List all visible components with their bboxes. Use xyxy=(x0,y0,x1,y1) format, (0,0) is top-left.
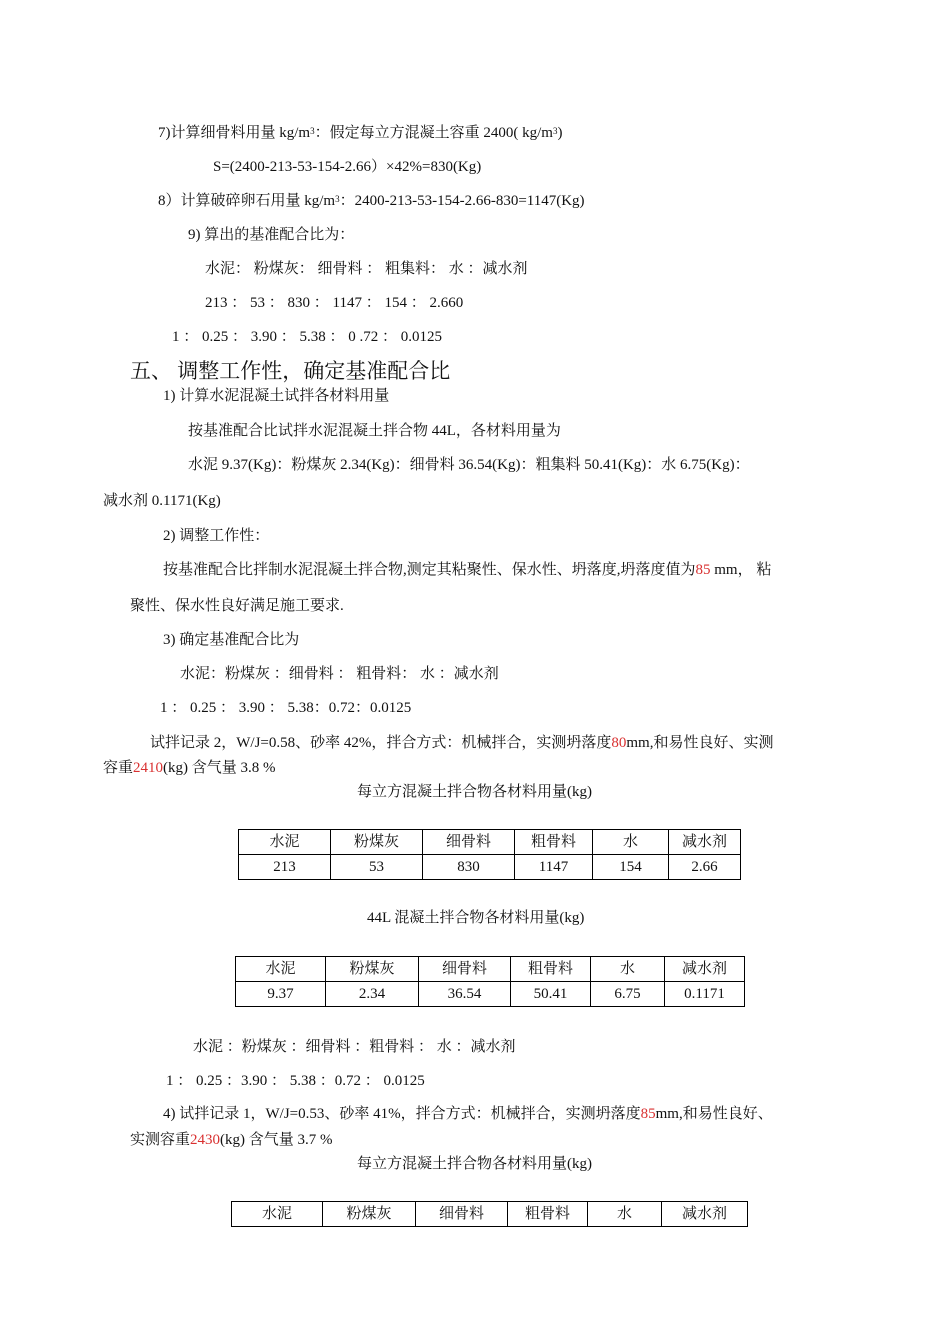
sub2-text-b: mm， 粘 xyxy=(710,562,772,578)
ratio-values-1: 213 ： 53 ： 830 ： 1147 ： 154 ： 2.660 xyxy=(205,295,464,311)
table2-header-cell: 水 xyxy=(591,957,665,982)
trial2-slump-value: 80 xyxy=(611,735,627,751)
trial2-line-1 xyxy=(150,733,773,753)
sub1-title: 1) 计算水泥混凝土试拌各材料用量 xyxy=(163,388,390,404)
sub2-text xyxy=(163,560,771,580)
table2-value-cell: 0.1171 xyxy=(665,982,745,1007)
sub2-slump-value: 85 xyxy=(695,562,711,578)
trial1-text-b: mm,和易性良好、 xyxy=(655,1106,773,1122)
table3-header-cell: 减水剂 xyxy=(662,1202,748,1227)
table3-header-cell: 粗骨料 xyxy=(508,1202,588,1227)
table1-header-cell: 细骨料 xyxy=(423,830,515,855)
table1-header-cell: 粗骨料 xyxy=(515,830,593,855)
table2-value-cell: 9.37 xyxy=(236,982,326,1007)
sub1-text: 按基准配合比试拌水泥混凝土拌合物 44L，各材料用量为 xyxy=(188,423,561,439)
step7-rest: ：假定每立方混凝土容重 2400( kg/m xyxy=(314,125,553,141)
step8-line xyxy=(158,191,585,211)
trial1-line-2 xyxy=(130,1130,333,1150)
table2-caption: 44L 混凝土拌合物各材料用量(kg) xyxy=(367,910,585,926)
trial1-density-value: 2430 xyxy=(190,1132,221,1148)
trial1-text-a: 4) 试拌记录 1，W/J=0.53、砂率 41%，拌合方式：机械拌合，实测坍落度 xyxy=(163,1106,641,1122)
ratio-header-2: 水泥：粉煤灰 ：细骨料 ： 粗骨料： 水 ：减水剂 xyxy=(180,666,499,682)
table1-header-cell: 水 xyxy=(593,830,669,855)
step7-line xyxy=(158,123,562,143)
table1-header-cell: 水泥 xyxy=(239,830,331,855)
section5-title: 五、 调整工作性，确定基准配合比 xyxy=(130,359,451,383)
trial2-text-a: 试拌记录 2，W/J=0.58、砂率 42%，拌合方式：机械拌合，实测坍落度 xyxy=(150,735,612,751)
table3-header-row xyxy=(232,1202,748,1227)
table1-value-row xyxy=(239,855,741,880)
table3 xyxy=(231,1201,748,1227)
table2-header-cell: 粗骨料 xyxy=(511,957,591,982)
sub3-title: 3) 确定基准配合比为 xyxy=(163,632,300,648)
table1-header-cell: 减水剂 xyxy=(669,830,741,855)
table2-value-cell: 50.41 xyxy=(511,982,591,1007)
trial1-text-c: 实测容重 xyxy=(130,1132,191,1148)
table1-header-cell: 粉煤灰 xyxy=(331,830,423,855)
step7-sup2: 3 xyxy=(552,126,558,136)
table1-value-cell: 53 xyxy=(331,855,423,880)
table1-value-cell: 1147 xyxy=(515,855,593,880)
ratio-header-3: 水泥 ：粉煤灰 ：细骨料 ：粗骨料 ： 水 ：减水剂 xyxy=(193,1039,516,1055)
step8-label: 8）计算破碎卵石用量 kg/m xyxy=(158,193,336,209)
table2-value-row xyxy=(236,982,745,1007)
sub2-text-a: 按基准配合比拌制水泥混凝土拌合物,测定其粘聚性、保水性、坍落度,坍落度值为 xyxy=(163,562,696,578)
table2-value-cell: 36.54 xyxy=(419,982,511,1007)
sub2-title: 2) 调整工作性： xyxy=(163,528,270,544)
step7-formula: S=(2400-213-53-154-2.66）×42%=830(Kg) xyxy=(213,159,482,175)
table3-header-cell: 粉煤灰 xyxy=(323,1202,416,1227)
trial1-line-1 xyxy=(163,1104,773,1124)
trial2-line-2 xyxy=(103,758,276,778)
step8-sup: 3 xyxy=(335,194,340,204)
table2-header-cell: 细骨料 xyxy=(419,957,511,982)
table2-header-cell: 粉煤灰 xyxy=(326,957,419,982)
table2-value-cell: 6.75 xyxy=(591,982,665,1007)
table1-value-cell: 830 xyxy=(423,855,515,880)
table3-header-cell: 水泥 xyxy=(232,1202,323,1227)
ratio-norm-1: 1 ： 0.25 ： 3.90 ： 5.38 ： 0 .72 ： 0.0125 xyxy=(172,329,443,345)
table1 xyxy=(238,829,741,880)
table2-value-cell: 2.34 xyxy=(326,982,419,1007)
ratio-norm-3: 1 ： 0.25 ：3.90 ： 5.38 ：0.72 ： 0.0125 xyxy=(166,1073,425,1089)
sub1-amounts: 水泥 9.37(Kg)：粉煤灰 2.34(Kg)：细骨料 36.54(Kg)：粗集料 50.41(Kg)：水 6.75(Kg)： xyxy=(188,457,750,473)
table1-value-cell: 2.66 xyxy=(669,855,741,880)
step7-sup: 3 xyxy=(310,126,315,136)
trial1-text-d: (kg) 含气量 3.7 % xyxy=(220,1132,333,1148)
table1-value-cell: 154 xyxy=(593,855,669,880)
sub1-amounts-2: 减水剂 0.1171(Kg) xyxy=(103,493,221,509)
trial2-text-b: mm,和易性良好、实测 xyxy=(626,735,774,751)
table3-header-cell: 细骨料 xyxy=(416,1202,508,1227)
table2-header-cell: 水泥 xyxy=(236,957,326,982)
step9-line: 9) 算出的基准配合比为： xyxy=(188,227,355,243)
table1-caption: 每立方混凝土拌合物各材料用量(kg) xyxy=(357,784,592,800)
table2-header-cell: 减水剂 xyxy=(665,957,745,982)
table2-header-row xyxy=(236,957,745,982)
step8-rest: ：2400-213-53-154-2.66-830=1147(Kg) xyxy=(339,193,585,209)
trial2-text-d: (kg) 含气量 3.8 % xyxy=(163,760,276,776)
sub2-text-2: 聚性、保水性良好满足施工要求. xyxy=(130,598,344,614)
step7-label: 7)计算细骨料用量 kg/m xyxy=(158,125,311,141)
table3-caption: 每立方混凝土拌合物各材料用量(kg) xyxy=(357,1156,592,1172)
table1-value-cell: 213 xyxy=(239,855,331,880)
trial2-text-c: 容重 xyxy=(103,760,134,776)
ratio-header-1: 水泥： 粉煤灰： 细骨料 ： 粗集料： 水 ：减水剂 xyxy=(205,261,528,277)
table2 xyxy=(235,956,745,1007)
ratio-norm-2: 1 ： 0.25 ： 3.90 ： 5.38：0.72：0.0125 xyxy=(160,700,412,716)
table1-header-row xyxy=(239,830,741,855)
table3-header-cell: 水 xyxy=(588,1202,662,1227)
step7-end: ) xyxy=(557,125,563,141)
trial1-slump-value: 85 xyxy=(640,1106,656,1122)
trial2-density-value: 2410 xyxy=(133,760,164,776)
